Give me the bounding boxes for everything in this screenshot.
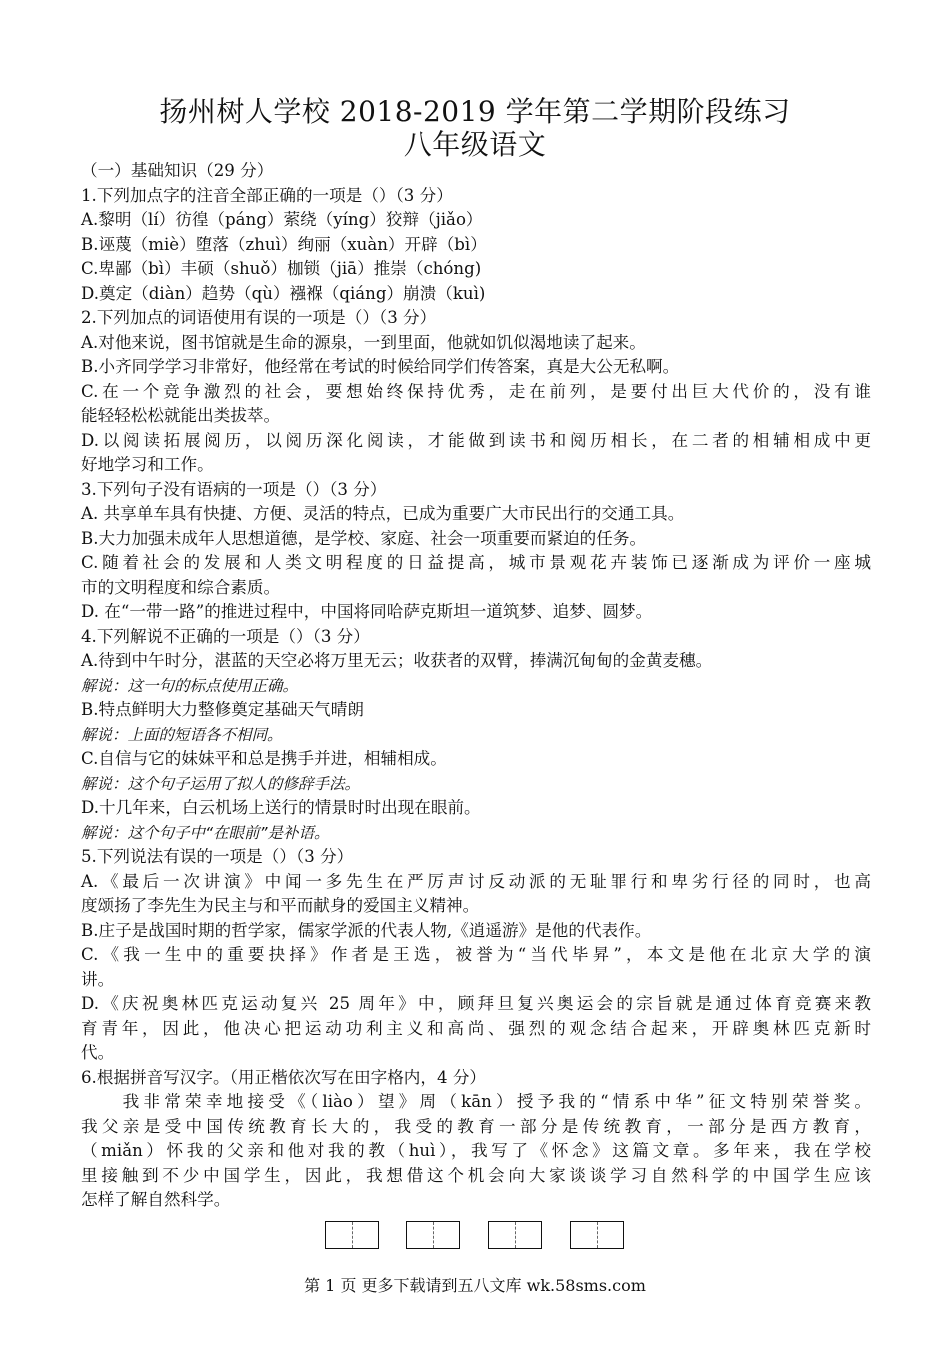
tianzige-answer-grid (0, 1221, 950, 1249)
text-line: （一）基础知识（29 分） (81, 161, 274, 180)
text-line: B.诬蔑（miè）堕落（zhuì）绚丽（xuàn）开辟（bì） (81, 234, 487, 254)
text-line: 怎样了解自然科学。 (81, 1190, 231, 1209)
text-line: A.待到中午时分，湛蓝的天空必将万里无云；收获者的双臂，捧满沉甸甸的金黄麦穗。 (81, 651, 713, 670)
text-line: 里接触到不少中国学生，因此，我想借这个机会向大家谈谈学习自然科学的中国学生应该 (81, 1165, 871, 1185)
text-line: A.对他来说，图书馆就是生命的源泉，一到里面，他就如饥似渴地读了起来。 (81, 332, 646, 352)
text-line: A.《最后一次讲演》中闻一多先生在严厉声讨反动派的无耻罪行和卑劣行径的同时，也高 (81, 871, 871, 891)
text-line: 好地学习和工作。 (81, 455, 214, 474)
text-line: 3.下列句子没有语病的一项是（）（3 分） (81, 479, 387, 499)
text-line: D.以阅读拓展阅历，以阅历深化阅读，才能做到读书和阅历相长，在二者的相辅相成中更 (81, 430, 871, 450)
text-line: C.自信与它的妹妹平和总是携手并进，相辅相成。 (81, 749, 447, 768)
explanation-line: 解说：这个句子中“在眼前”是补语。 (81, 823, 330, 842)
text-line: 讲。 (81, 969, 115, 989)
tianzige-box-1[interactable] (325, 1221, 379, 1249)
text-line: C.《我一生中的重要抉择》作者是王选，被誉为“当代毕昇”，本文是他在北京大学的演 (81, 945, 871, 964)
text-line: （miǎn）怀我的父亲和他对我的教（huì），我写了《怀念》这篇文章。多年来，我在学校 (81, 1141, 871, 1160)
explanation-line: 解说：这个句子运用了拟人的修辞手法。 (81, 774, 361, 793)
text-line: 我非常荣幸地接受《（liào）望》周（kān）授予我的“情系中华”征文特别荣誉奖。 (81, 1092, 871, 1111)
page-footer: 第 1 页 更多下载请到五八文库 wk.58sms.com (304, 1276, 646, 1295)
text-line: 1.下列加点字的注音全部正确的一项是（）（3 分） (81, 185, 453, 205)
text-line: C.在一个竞争激烈的社会，要想始终保持优秀，走在前列，是要付出巨大代价的，没有谁 (81, 381, 871, 401)
explanation-line: 解说：上面的短语各不相同。 (81, 725, 283, 744)
text-line: D.《庆祝奥林匹克运动复兴 25 周年》中，顾拜旦复兴奥运会的宗旨就是通过体育竞赛来教 (81, 994, 871, 1013)
explanation-line: 解说：这一句的标点使用正确。 (81, 676, 299, 695)
text-line: 度颂扬了李先生为民主与和平而献身的爱国主义精神。 (81, 896, 480, 915)
text-line: 育青年，因此，他决心把运动功利主义和高尚、强烈的观念结合起来，开辟奥林匹克新时 (81, 1018, 871, 1038)
text-line: 代。 (81, 1043, 115, 1062)
text-line: D. 在“一带一路”的推进过程中，中国将同哈萨克斯坦一道筑梦、追梦、圆梦。 (81, 602, 653, 621)
text-line: B.特点鲜明大力整修奠定基础天气晴朗 (81, 700, 364, 719)
text-line: 4.下列解说不正确的一项是（）（3 分） (81, 626, 370, 646)
text-line: 我父亲是受中国传统教育长大的，我受的教育一部分是传统教育，一部分是西方教育， (81, 1116, 871, 1136)
text-line: 5.下列说法有误的一项是（）（3 分） (81, 847, 354, 866)
text-line: C.随着社会的发展和人类文明程度的日益提高，城市景观花卉装饰已逐渐成为评价一座城 (81, 553, 871, 572)
tianzige-box-4[interactable] (570, 1221, 624, 1249)
text-line: B.小齐同学学习非常好，他经常在考试的时候给同学们传答案，真是大公无私啊。 (81, 357, 680, 376)
text-line: D.奠定（diàn）趋势（qù）襁褓（qiáng）崩溃（kuì) (81, 283, 486, 303)
text-line: 市的文明程度和综合素质。 (81, 577, 281, 597)
tianzige-box-3[interactable] (488, 1221, 542, 1249)
text-line: 6.根据拼音写汉字。（用正楷依次写在田字格内，4 分） (81, 1067, 487, 1087)
text-line: 2.下列加点的词语使用有误的一项是（）（3 分） (81, 308, 437, 327)
tianzige-box-2[interactable] (406, 1221, 460, 1249)
text-line: A. 共享单车具有快捷、方便、灵活的特点，已成为重要广大市民出行的交通工具。 (81, 504, 685, 523)
exam-title: 扬州树人学校 2018-2019 学年第二学期阶段练习 (159, 95, 791, 128)
text-line: B.大力加强未成年人思想道德，是学校、家庭、社会一项重要而紧迫的任务。 (81, 528, 647, 548)
text-line: B.庄子是战国时期的哲学家，儒家学派的代表人物,《逍遥游》是他的代表作。 (81, 920, 652, 940)
text-line: D.十几年来，白云机场上送行的情景时时出现在眼前。 (81, 798, 481, 817)
text-line: 能轻轻松松就能出类拔萃。 (81, 406, 281, 425)
text-line: A.黎明（lí）彷徨（páng）萦绕（yíng）狡辩（jiǎo） (81, 210, 483, 229)
text-line: C.卑鄙（bì）丰硕（shuǒ）枷锁（jiā）推崇（chóng) (81, 259, 482, 278)
exam-subtitle: 八年级语文 (403, 128, 547, 161)
